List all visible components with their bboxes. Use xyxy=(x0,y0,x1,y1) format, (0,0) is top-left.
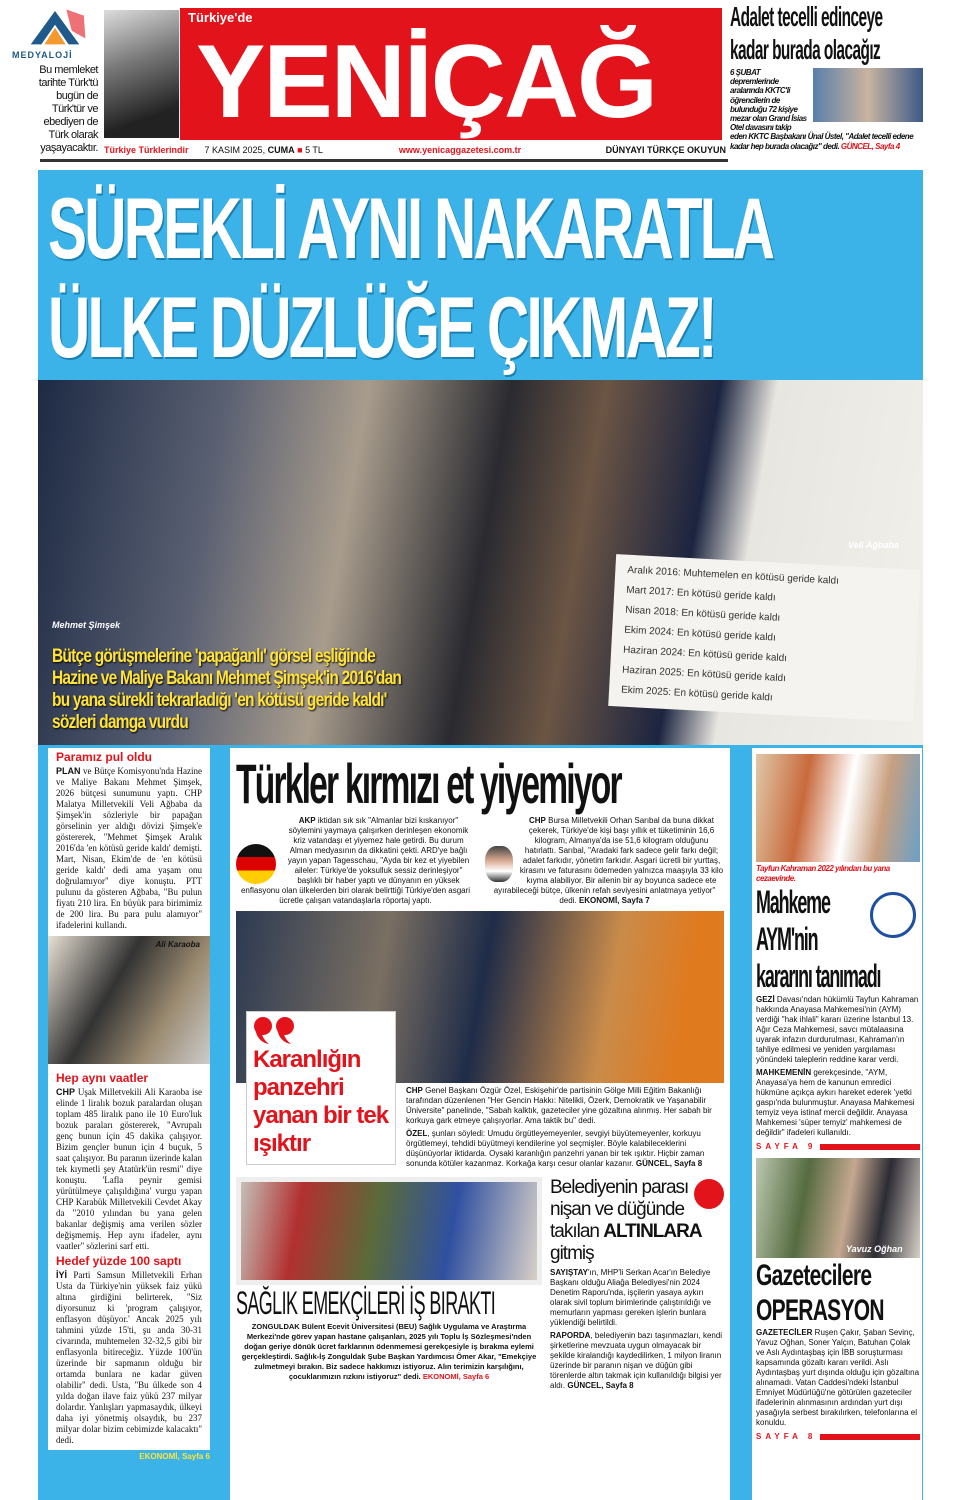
side-story xyxy=(730,0,923,151)
ozel-text xyxy=(406,1083,724,1169)
sign-line: Haziran 2025: En kötüsü geride kaldı xyxy=(621,664,787,685)
page-ref[interactable]: Sayfa 6 xyxy=(462,1372,490,1381)
page-ref: Sayfa 6 xyxy=(181,1452,210,1461)
sign-line: Ekim 2024: En kötüsü geride kaldı xyxy=(623,624,777,644)
section-ref[interactable]: GÜNCEL, xyxy=(635,1159,672,1168)
lead-word: MAHKEMENİN xyxy=(756,1068,812,1077)
sanbal-photo xyxy=(485,846,513,882)
lead-word: SAYIŞTAY xyxy=(550,1268,588,1277)
page-ref[interactable]: Sayfa 8 xyxy=(674,1159,703,1168)
headline-part: gitmiş xyxy=(550,1243,594,1264)
kicker-3: Hedef yüzde 100 saptı xyxy=(56,1254,182,1268)
side-story-photo xyxy=(813,68,923,122)
meat-headline[interactable]: Türkler kırmızı et yiyemiyor xyxy=(236,752,621,815)
lead-word: CHP xyxy=(529,816,546,825)
left-column xyxy=(48,748,210,1462)
headline-part: Belediyenin parası nişan ve düğünde takılan xyxy=(550,1177,689,1242)
page-ref[interactable]: Sayfa 4 xyxy=(875,141,900,151)
text: , şunları söyledi: Umudu örgütleyemeyenler, sevgiyi büyütemeyenler, korkuyu örgütlemeyi, tehdidi büyütmeyi kendilerine yol seçmişler. Böyle kalabileceklerini düşünüyorlar iktidarda. Oysaki karanlığın panzehri yanan bir tek ışıktır. Hiçbir zaman sonunda kötüler kazanmaz. Korkağa karşı cesur olanlar kazanır. xyxy=(406,1129,705,1168)
headline-line: Mahkeme xyxy=(756,884,830,920)
lead-word: AKP xyxy=(298,816,316,825)
story-text-1 xyxy=(48,766,210,931)
court-headline[interactable] xyxy=(756,884,881,995)
headline-line: AYM'nin xyxy=(756,921,818,957)
left-column-box xyxy=(48,748,210,1450)
side-story-headline[interactable]: Adalet tecelli edinceye kadar burada olacağız xyxy=(730,1,883,65)
lead-word: PLAN xyxy=(56,766,81,776)
masthead-divider xyxy=(40,159,728,162)
left-page-ref[interactable] xyxy=(48,1450,210,1462)
sign-line: Ekim 2025: En kötüsü geride kaldı xyxy=(620,684,773,704)
text: Bülent Ecevit Üniversitesi (BEU) Sağlık Uygulama ve Araştırma Merkezi'nde görev yapan hastane çalışanları, 2025 yılı Toplu İş Sözleşmesi'nden doğan geriye dönük ücret farklarının ödenmemesi gerekçesiyle iş bırakma eylemi gerçekleştirdi. Sağlık-İş Zonguldak Şube Başkan Yardımcısı Ömer Akar, "Emekçiye zulmetmeyi bırakın. Biz sadece hakkımızı istiyoruz. Alın terimizin karşılığını, çocuklarımızın rızkını istiyoruz" dedi. xyxy=(241,1322,537,1381)
kicker-2: Hep aynı vaatler xyxy=(56,1071,149,1085)
medyaloji-logo-icon xyxy=(15,8,95,52)
headline-line: Gazetecilere xyxy=(756,1259,872,1292)
section-ref[interactable]: GÜNCEL, xyxy=(567,1381,604,1390)
center-column xyxy=(230,748,730,1500)
text: Uşak Milletvekili Ali Karaoba ise elinde 1 liralık bozuk paralardan oluşan toplam 485 liralık pano ile 10 Euro'luk bozuk paraları göstererek, "Avrupalı genç bunun için 45 dakika çalışıyor. Bizim gençler bunun için 4 buçuk, 5 saat çalışıyor. Bu paranın üzerinde kalan tek kıymetli şey Atatürk'ün resmi" diye konuştu. 'Lafla peynir gemisi yürütülmeye çalışıldığına' vurgu yapan CHP Karabük Milletvekili Cevdet Akay da "2010 yılından bu yana gelen bakanlar değişmiş ama verilen sözler değişmemiş. Hep aynı ifadeler, aynı vaatler" sözlerini sarf etti. xyxy=(56,1087,202,1251)
sign-line: Nisan 2018: En kötüsü geride kaldı xyxy=(624,604,781,624)
page-ref-text: SAYFA 8 xyxy=(756,1432,817,1441)
german-flag-icon xyxy=(236,844,276,884)
municipality-text xyxy=(550,1268,724,1391)
sayistay-seal-icon xyxy=(694,1179,724,1209)
health-story xyxy=(236,1177,542,1382)
section-ref[interactable]: GÜNCEL, xyxy=(840,141,874,151)
journalists-text xyxy=(756,1328,920,1442)
page-ref[interactable] xyxy=(756,1142,920,1152)
page-ref[interactable]: Sayfa 8 xyxy=(605,1381,634,1390)
logo-text: MEDYALOJİ xyxy=(12,50,73,60)
lead-caption: Bütçe görüşmelerine 'papağanlı' görsel eşliğinde Hazine ve Maliye Bakanı Mehmet Şimşek'in 2016'dan bu yana sürekli tekrarladığı 'en kötüsü geride kaldı' sözleri damga vurdu xyxy=(52,646,402,733)
aym-seal-icon xyxy=(870,892,916,938)
text: , belediyenin bazı taşınmazları, kendi şirketlerine mevzuata uygun olmayacak bir şekilde kiralandığı kaydedilirken, 1 milyon liranın üzerinde bir paranın nişan ve düğün gibi törenlerde altın takmak için kullanıldığı bilgisi yer aldı. xyxy=(550,1331,723,1390)
page-ref-bar xyxy=(820,1434,920,1440)
photo-label-left: Mehmet Şimşek xyxy=(52,620,121,630)
issue-date xyxy=(205,144,323,156)
paragraph xyxy=(550,1268,724,1328)
page-ref[interactable] xyxy=(756,1432,920,1442)
lead-headline-line-1: SÜREKLİ AYNI NAKARATLA xyxy=(48,181,773,277)
text: ve Bütçe Komisyonu'nda Hazine ve Maliye Bakanı Mehmet Şimşek, 2026 bütçesi sunumunu yaptı. CHP Malatya Milletvekili Veli Ağbaba da Şimşek'in sözleriyle bir papağan görselinin yer aldığı dövizi Şimşek'e göstererek, "Mehmet Şimşek Aralık 2016'da 'en kötüsü geride kaldı' demişti. Mart, Nisan, Ekim'de de 'en kötüsü geride kaldı' dedi ama yaşam onu doğrulamıyor" diye konuştu. PTT pulunu da gösteren Ağbaba, "Bu pulun fiyatı 210 lira. En büyük para birimimiz de 200 lira. Bu para pulu alamıyor" ifadelerini kullandı. xyxy=(56,766,202,930)
text: Parti Samsun Milletvekili Erhan Usta da Türkiye'nin yüksek faiz yükü altına girdiğini belirterek, "Siz diyorsunuz ki 'program çalışıyor, enflasyon düşüyor.' Ancak 2025 yılı tahmini yüzde 15'ti, şu anda 30-31 civarında, muhtemelen 32-32,5 gibi bir enflasyonla bitireceğiz. Yüzde 100'ün üzerinde bir sapmanın olduğu bir ortamda bunlara ne kadar güven olabilir" dedi. Usta, "Bu ülkede son 4 yılda doğan ilave faiz yükü 237 milyar dolardır. Yanlışları yapmasaydık, ülkeyi daha iyi yönetmiş olsaydık, bu 237 milyar dolar bizim cebimizde kalacaktı" dedi. xyxy=(56,1270,202,1445)
chp-text xyxy=(485,816,724,906)
akp-text xyxy=(236,816,475,906)
journalists-photo xyxy=(756,1158,920,1258)
story-text-2 xyxy=(48,1087,210,1252)
photo-caption: Tayfun Kahraman 2022 yılından bu yana cezaevinde. xyxy=(756,864,890,883)
lead-headline[interactable] xyxy=(48,180,772,378)
paragraph xyxy=(550,1331,724,1391)
health-headline[interactable]: SAĞLIK EMEKÇİLERİ İŞ BIRAKTI xyxy=(236,1285,496,1321)
ataturk-photo xyxy=(104,10,179,138)
page-ref-bar xyxy=(820,1144,920,1150)
section-ref: EKONOMİ, xyxy=(139,1452,180,1461)
municipality-story xyxy=(550,1177,724,1391)
masthead-banner[interactable] xyxy=(180,8,722,140)
kicker-1: Paramız pul oldu xyxy=(56,750,153,764)
motto: Türkiye Türklerindir xyxy=(104,145,189,155)
photo-label: Yavuz Oğhan xyxy=(846,1244,903,1254)
lead-word: RAPORDA xyxy=(550,1331,591,1340)
price: 5 TL xyxy=(305,145,323,155)
sign-line: Aralık 2016: Muhtemelen en kötüsü geride kaldı xyxy=(627,564,840,587)
masthead-strip xyxy=(104,143,726,157)
headline-line: kararını tanımadı xyxy=(756,958,881,994)
journalists-headline[interactable] xyxy=(756,1258,884,1328)
slogan: DÜNYAYI TÜRKÇE OKUYUN xyxy=(605,145,726,155)
ataturk-quote: Bu memleket tarihte Türk'tü bugün de Türk'tür ve ebediyen de Türk olarak yaşayacaktır. xyxy=(38,64,98,154)
section-ref[interactable]: EKONOMİ, xyxy=(578,896,620,905)
health-text xyxy=(236,1322,542,1382)
side-story-body xyxy=(730,68,923,151)
text: 'ın, MHP'li Serkan Acar'ın Belediye Başkanı olduğu Aliağa Belediyesi'nin 2024 Denetim Raporu'nda, işçilerin yasaya aykırı olarak sivil toplum birimlerinde çalıştırıldığı ve memurların yapması gereken işlerin bunlara yüklendiği belirtildi. xyxy=(550,1268,711,1327)
lead-word: ZONGULDAK xyxy=(251,1322,300,1331)
karaoba-photo xyxy=(48,936,210,1064)
lead-word: ÖZEL xyxy=(406,1129,428,1138)
right-column xyxy=(752,748,922,1500)
paragraph xyxy=(756,995,920,1065)
text: Genel Başkanı Özgür Özel, Eskişehir'de partisinin Gölge Milli Eğitim Bakanlığı tarafından düzenlenen "Her Gencin Hakkı: Nitelikli, Özerk, Demokratik ve Yaşanabilir Üniversite" panelinde, "Sabah kalktık, gazeteciler yine gözaltına alınmış. Her sabah bir korkuya gark etmeye çalışıyorlar. Ama taktik bu" dedi. xyxy=(406,1086,712,1125)
date: 7 KASIM 2025, xyxy=(204,145,266,155)
lead-word: GAZETECİLER xyxy=(756,1328,813,1337)
side-story-text: 6 ŞUBAT depremlerinde aralarında KKTC'li öğrencilerin de bulunduğu 72 kişiye mezar olan Grand İsias Otel davasını takip eden xyxy=(730,68,807,142)
lead-word: GEZİ xyxy=(756,995,775,1004)
ozel-paragraph-2 xyxy=(406,1129,724,1169)
lead-word: CHP xyxy=(406,1086,423,1095)
page-ref[interactable]: Sayfa 7 xyxy=(621,896,650,905)
tayfun-family-photo xyxy=(756,754,920,862)
lead-headline-line-2: ÜLKE DÜZLÜĞE ÇIKMAZ! xyxy=(48,280,715,376)
pull-quote-text: Karanlığın panzehri yanan bir tek ışıktır xyxy=(253,1046,389,1157)
page-ref-text: SAYFA 9 xyxy=(756,1142,817,1151)
masthead-title: YENİÇAĞ xyxy=(196,24,656,140)
text: Bursa Milletvekili Orhan Sarıbal da buna dikkat çekerek, Türkiye'de kişi başı yıllık et tüketiminin 16,6 kilogram, Almanya'da ise 51,6 kilogram olduğunu hatırlattı. Sarıbal, "Aradaki fark sadece gelir farkı değil; adalet farkıdır, yönetim farkıdır. Asgari ücretli bir yurttaş, kirasını ve faturasını ödemeden yalnızca maaşıyla 33 kilo kıyma alabiliyor. Bir ailenin bir ay boyunca sadece ete ayırabileceği bütçe, ülkenin refah seviyesini anlatmaya yetiyor" dedi. xyxy=(493,816,724,905)
text: Davası'ndan hükümlü Tayfun Kahraman hakkında Anayasa Mahkemesi'nin (AYM) verdiği "hak ihlali" kararı üzerine İstanbul 13. Ağır Ceza Mahkemesi, savcı mütalaasına uyarak infazın durdurulması, Kahraman'ın tahliye edilmesi ve yeniden yargılaması yönündeki taleplerin reddine karar verdi. xyxy=(756,995,919,1064)
masthead-supertitle: Türkiye'de xyxy=(188,10,253,25)
lead-word: İYİ xyxy=(56,1270,68,1280)
meat-story-row xyxy=(236,816,724,906)
photo-label: Ali Karaoba xyxy=(155,940,200,949)
pull-quote xyxy=(246,1011,396,1165)
lead-word: CHP xyxy=(56,1087,76,1097)
headline-bold: ALTINLARA xyxy=(603,1221,702,1242)
section-ref[interactable]: EKONOMİ, xyxy=(422,1372,461,1381)
story-text-3 xyxy=(48,1270,210,1446)
text: gerekçesinde, "AYM, Anayasa'ya hem de kanunun emredici hükmüne açıkça aykırı hareket ederek 'yetki gaspı'nda bulunmuştur. Anayasa Mahkemesi temyiz veya istinaf mercii değildir. Anayasa Mahkemesi 'süper temyiz' mahkemesi de değildir" ifadeleri kullanıldı. xyxy=(756,1068,915,1137)
bullet-icon: ■ xyxy=(297,145,303,155)
text: iktidan sık sık "Almanlar bizi kıskanıyor" söylemini yaymaya çalışırken derinleşen ekonomik kriz vatandaşı et yiyemez hale getirdi. Bu durum Alman medyasının da dikkatini çekti. ARD'ye bağlı yayın yapan Tagesschau, "Ayda bir kez et yiyebilen aileler: Türkiye'de yoksulluk sessiz derinleşiyor" başlıklı bir haber yaptı ve dünyanın en yüksek enflasyonu olan ülkelerden biri olarak belirttiği Türkiye'den asgari ücretle çalışan vatandaşlarla röportaj yaptı. xyxy=(240,816,471,905)
parrot-sign xyxy=(608,554,921,722)
health-workers-photo xyxy=(236,1177,542,1285)
ozel-row xyxy=(236,1046,724,1169)
court-text xyxy=(756,995,920,1152)
sign-line: Haziran 2024: En kötüsü geride kaldı xyxy=(622,644,788,665)
headline-line: OPERASYON xyxy=(756,1294,884,1327)
paragraph xyxy=(756,1068,920,1138)
text: Ruşen Çakır, Şaban Sevinç, Yavuz Oğhan, Soner Yalçın, Batuhan Çolak ve Aslı Aydıntaşbaş için İBB soruşturması kapsamında gözaltı kararı verildi. Aslı Aydıntaşbaş yurt dışında olduğu için gözaltına alınamadı. Vatan Caddesi'ndeki İstanbul Emniyet Müdürlüğü'ne götürülen gazeteciler ifadelerinin alınmasının ardından yurt dışı yasağıyla serbest bırakılırken, telefonlarına el konuldu. xyxy=(756,1328,920,1427)
court-headline-wrap xyxy=(756,884,920,995)
quote-mark-icon xyxy=(253,1016,297,1046)
website-link[interactable]: www.yenicaggazetesi.com.tr xyxy=(398,145,522,155)
day: CUMA xyxy=(267,145,295,155)
sign-line: Mart 2017: En kötüsü geride kaldı xyxy=(626,584,776,604)
paragraph xyxy=(756,1328,920,1428)
bottom-row xyxy=(236,1177,724,1391)
photo-label-right: Veli Ağbaba xyxy=(848,540,899,550)
ozel-paragraph-1 xyxy=(406,1086,724,1126)
side-story-text-cont: KKTC Başbakanı Ünal Üstel, "Adalet tecelli edene kadar hep burada olacağız" dedi. xyxy=(730,132,914,151)
